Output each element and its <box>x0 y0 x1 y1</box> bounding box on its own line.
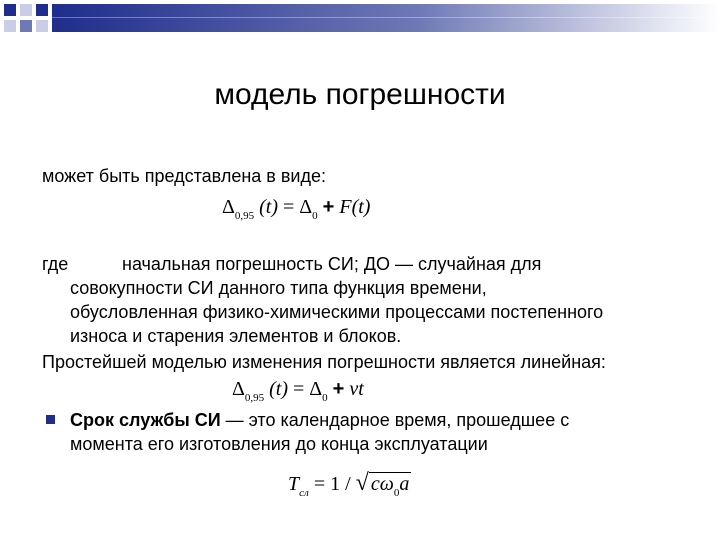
delta-symbol: Δ <box>309 378 323 400</box>
formula-subscript: 0,95 <box>244 392 265 404</box>
equals-sign: = 1 / <box>313 473 351 495</box>
formula-linear-model <box>232 378 364 404</box>
linear-model-text: Простейшей моделью изменения погрешности является линейная: <box>42 352 606 372</box>
bullet-square <box>46 415 55 424</box>
function-symbol: F <box>339 196 352 218</box>
deco-square <box>36 4 48 16</box>
formula-service-life <box>288 470 411 499</box>
equals-sign: = <box>283 196 295 218</box>
formula-subscript: 0 <box>322 392 328 404</box>
bullet-definition: — это календарное время, прошедшее с <box>220 410 570 430</box>
deco-square <box>20 20 32 32</box>
where-line: начальная погрешность СИ; ДО — случайная для <box>122 254 542 274</box>
where-line: совокупности СИ данного типа функция времени, <box>70 278 487 298</box>
delta-symbol: Δ <box>222 196 235 218</box>
deco-square <box>20 4 32 16</box>
delta-symbol: Δ <box>232 378 245 400</box>
deco-square <box>4 20 16 32</box>
service-life-term: Срок службы СИ <box>70 410 221 430</box>
formula-subscript: сл <box>299 487 309 499</box>
formula-subscript: 0 <box>312 210 318 222</box>
formula-term: νt <box>349 378 364 400</box>
deco-square <box>4 4 16 16</box>
where-line: обусловленная физико-химическими процессами постепенного <box>70 302 604 322</box>
delta-symbol: Δ <box>299 196 313 218</box>
bullet-line <box>70 408 569 432</box>
bullet-line: момента его изготовления до конца эксплуатации <box>70 434 488 454</box>
intro-text: может быть представлена в виде: <box>42 166 326 186</box>
formula-argument: (t) <box>259 196 279 218</box>
formula-error-model <box>222 196 370 222</box>
formula-subscript: 0,95 <box>234 210 255 222</box>
radical-sign: √ <box>355 470 369 496</box>
where-label: где <box>42 254 69 274</box>
slide-title: модель погрешности <box>214 78 506 111</box>
deco-grid <box>52 17 720 18</box>
plus-sign: + <box>332 378 345 400</box>
equals-sign: = <box>293 378 305 400</box>
formula-variable: T <box>288 473 300 495</box>
deco-square <box>36 20 48 32</box>
formula-argument: (t) <box>269 378 289 400</box>
where-line: износа и старения элементов и блоков. <box>70 326 402 346</box>
radicand: $c\omega_0a$ <box>370 473 410 499</box>
header-decoration <box>0 0 720 40</box>
formula-argument: (t) <box>351 196 371 218</box>
plus-sign: + <box>322 196 335 218</box>
